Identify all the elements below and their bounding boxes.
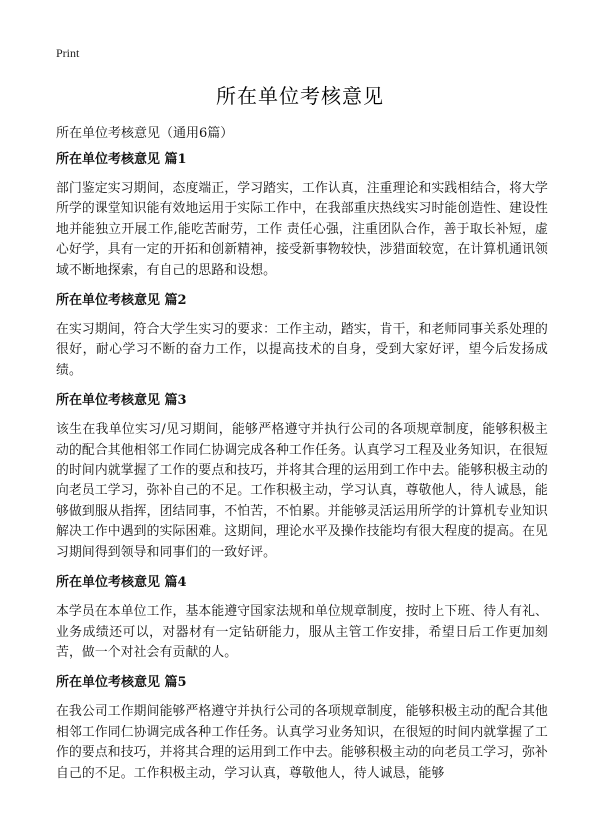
print-link[interactable]: Print	[56, 46, 80, 60]
document-content	[56, 152, 548, 796]
page-title: 所在单位考核意见	[216, 84, 384, 108]
section-body-1: 部门鉴定实习期间，态度端正，学习踏实，工作认真，注重理论和实践相结合，将大学所学的课堂知识能有效地运用于实际工作中，在我部重庆热线实习时能创造性、建设性地并能独立开展工作,能吃苦耐劳，工作 责任心强，注重团队合作，善于取长补短，虚心好学，具有一定的开拓和创新精神，接受新事物较快，涉猎面较宽，在计算机通讯领域不断地探索，有自己的思路和设想。	[56, 181, 548, 278]
section-body-4: 本学员在本单位工作，基本能遵守国家法规和单位规章制度，按时上下班、待人有礼、业务成绩还可以，对器材有一定钻研能力，服从主管工作安排，希望日后工作更加刻苦，做一个对社会有贡献的人。	[56, 604, 548, 660]
section-heading-4: 所在单位考核意见 篇4	[56, 575, 187, 591]
section-heading-2: 所在单位考核意见 篇2	[56, 293, 187, 309]
section-body-2: 在实习期间，符合大学生实习的要求：工作主动，踏实，肯干，和老师同事关系处理的很好，耐心学习不断的奋力工作，以提高技术的自身，受到大家好评，望今后发扬成绩。	[56, 322, 548, 378]
section-heading-3: 所在单位考核意见 篇3	[56, 393, 187, 409]
section-heading-5: 所在单位考核意见 篇5	[56, 675, 187, 691]
section-heading-1: 所在单位考核意见 篇1	[56, 152, 187, 167]
section-body-5: 在我公司工作期间能够严格遵守并执行公司的各项规章制度，能够积极主动的配合其他相邻工作同仁协调完成各种工作任务。认真学习业务知识，在很短的时间内就掌握了工作的要点和技巧，并将其合理的运用到工作中去。能够积极主动的向老员工学习，弥补自己的不足。工作积极主动，学习认真，尊敬他人，待人诚恳，能够	[56, 704, 548, 781]
section-body-3: 该生在我单位实习/见习期间，能够严格遵守并执行公司的各项规章制度，能够积极主动的配合其他相邻工作同仁协调完成各种工作任务。认真学习工程及业务知识，在很短的时间内就掌握了工作的要点和技巧，并将其合理的运用到工作中去。能够积极主动的向老员工学习，弥补自己的不足。工作积极主动，学习认真，尊敬他人，待人诚恳，能够做到服从指挥，团结同事，不怕苦，不怕累。并能够灵活运用所学的计算机专业知识解决工作中遇到的实际困难。这期间，理论水平及操作技能均有很大程度的提高。在见习期间得到领导和同事们的一致好评。	[56, 422, 548, 560]
document-subtitle: 所在单位考核意见（通用6篇）	[56, 126, 234, 141]
